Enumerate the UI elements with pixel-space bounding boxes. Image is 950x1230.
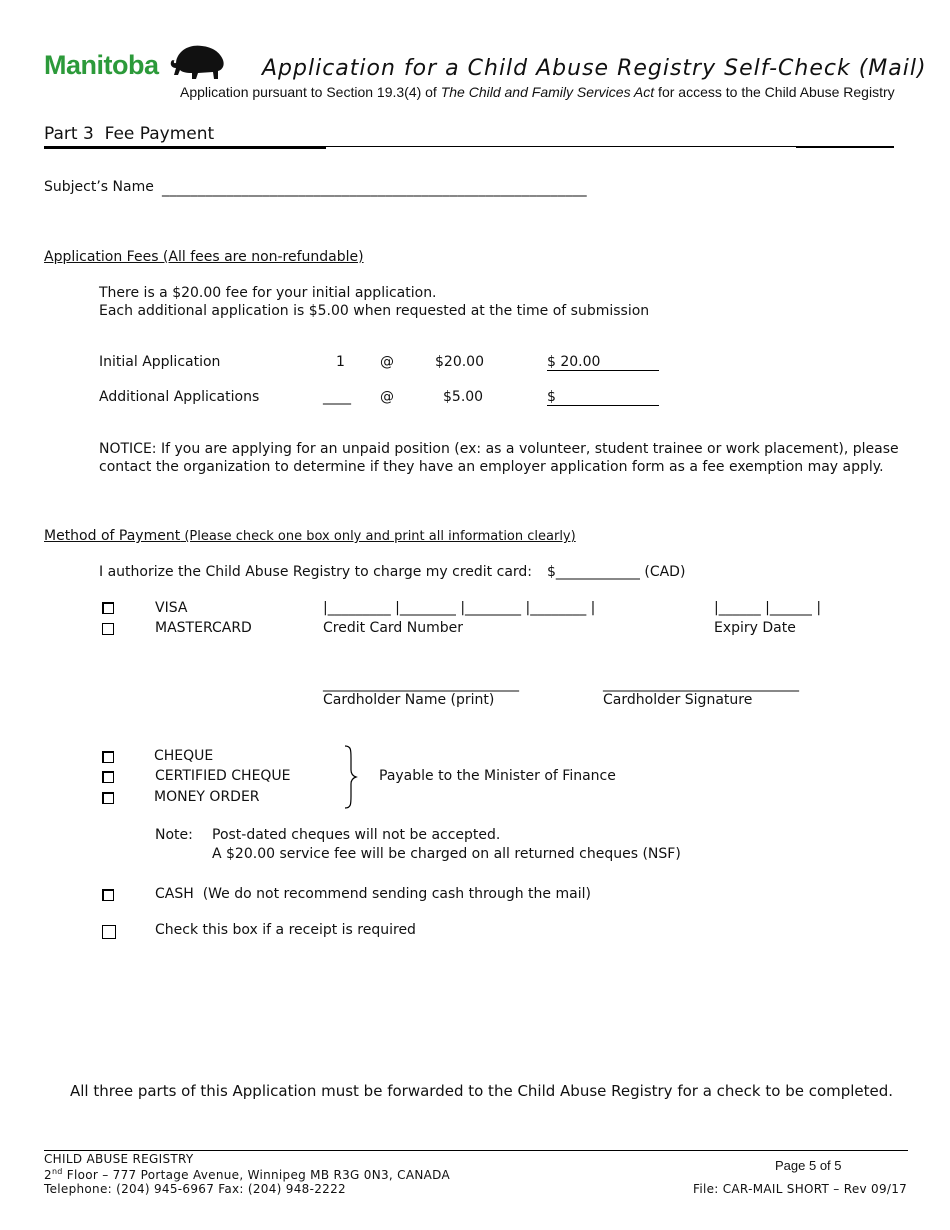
- fees-heading: Application Fees (All fees are non-refundable): [44, 249, 364, 265]
- subject-name-field[interactable]: ___________________________________________________________: [162, 181, 587, 197]
- authorize-text: I authorize the Child Abuse Registry to charge my credit card:: [99, 564, 533, 580]
- certified-cheque-label: CERTIFIED CHEQUE: [155, 768, 291, 784]
- manitoba-logo-text: Manitoba: [44, 50, 159, 80]
- note-line-2: A $20.00 service fee will be charged on all returned cheques (NSF): [212, 846, 681, 862]
- part-rule-thin: [326, 146, 796, 147]
- initial-application-total: $ 20.00: [547, 354, 601, 370]
- visa-checkbox[interactable]: [102, 602, 114, 614]
- note-line-1: Post-dated cheques will not be accepted.: [212, 827, 501, 843]
- cardholder-signature-field[interactable]: ____________________________: [603, 676, 799, 692]
- cheque-label: CHEQUE: [154, 748, 214, 764]
- file-revision: File: CAR-MAIL SHORT – Rev 09/17: [693, 1182, 908, 1196]
- cheque-checkbox[interactable]: [102, 751, 114, 763]
- payment-heading: Method of Payment (Please check one box only and print all information clearly): [44, 528, 576, 544]
- receipt-label: Check this box if a receipt is required: [155, 922, 416, 938]
- mastercard-label: MASTERCARD: [155, 620, 252, 636]
- brace-icon: [342, 744, 358, 810]
- form-title: Application for a Child Abuse Registry Self-Check (Mail): [262, 56, 927, 81]
- cardholder-name-label: Cardholder Name (print): [323, 692, 495, 708]
- initial-application-total-underline: [547, 370, 659, 371]
- footer-phone: Telephone: (204) 945-6967 Fax: (204) 948-2222: [44, 1182, 346, 1196]
- part-rule-thick: [44, 146, 326, 149]
- charge-amount-field[interactable]: $____________ (CAD): [547, 564, 686, 580]
- fees-line-1: There is a $20.00 fee for your initial application.: [99, 285, 437, 301]
- cash-label: CASH (We do not recommend sending cash through the mail): [155, 886, 591, 902]
- cardholder-name-field[interactable]: ____________________________: [323, 676, 519, 692]
- additional-applications-at: @: [380, 389, 394, 405]
- notice-line-1: NOTICE: If you are applying for an unpaid position (ex: as a volunteer, student trainee or work placement), please: [99, 441, 899, 457]
- additional-applications-total-field[interactable]: $: [547, 389, 556, 405]
- additional-applications-price: $5.00: [443, 389, 484, 405]
- closing-statement: All three parts of this Application must be forwarded to the Child Abuse Registry for a check to be completed.: [70, 1082, 894, 1100]
- initial-application-label: Initial Application: [99, 354, 221, 370]
- initial-application-price: $20.00: [435, 354, 484, 370]
- mastercard-checkbox[interactable]: [102, 623, 114, 635]
- expiry-date-label: Expiry Date: [714, 620, 796, 636]
- subject-name-label: Subject’s Name: [44, 179, 154, 195]
- cardholder-signature-label: Cardholder Signature: [603, 692, 753, 708]
- notice-line-2: contact the organization to determine if they have an employer application form as a fee exemption may apply.: [99, 459, 884, 475]
- page-number: Page 5 of 5: [775, 1158, 842, 1173]
- money-order-checkbox[interactable]: [102, 792, 114, 804]
- additional-applications-total-underline: [547, 405, 659, 406]
- expiry-date-field[interactable]: |______ |______ |: [714, 600, 822, 616]
- credit-card-number-label: Credit Card Number: [323, 620, 463, 636]
- receipt-checkbox[interactable]: [102, 925, 116, 939]
- additional-applications-label: Additional Applications: [99, 389, 260, 405]
- fees-line-2: Each additional application is $5.00 when requested at the time of submission: [99, 303, 650, 319]
- footer-address: 2nd Floor – 777 Portage Avenue, Winnipeg MB R3G 0N3, CANADA: [44, 1167, 450, 1182]
- form-subtitle: Application pursuant to Section 19.3(4) of The Child and Family Services Act for access to the Child Abuse Registry: [180, 84, 895, 100]
- credit-card-number-field[interactable]: |_________ |________ |________ |________ |: [323, 600, 596, 616]
- part-heading: Part 3 Fee Payment: [44, 124, 215, 144]
- bison-logo-icon: [168, 42, 226, 82]
- footer-rule: [44, 1150, 908, 1151]
- payable-to-text: Payable to the Minister of Finance: [379, 768, 616, 784]
- initial-application-qty: 1: [336, 354, 345, 370]
- certified-cheque-checkbox[interactable]: [102, 771, 114, 783]
- additional-applications-qty-field[interactable]: ____: [323, 389, 351, 405]
- visa-label: VISA: [155, 600, 188, 616]
- cash-checkbox[interactable]: [102, 889, 114, 901]
- footer-org: CHILD ABUSE REGISTRY: [44, 1152, 194, 1166]
- money-order-label: MONEY ORDER: [154, 789, 260, 805]
- initial-application-at: @: [380, 354, 394, 370]
- note-label: Note:: [155, 827, 193, 843]
- part-rule-end: [796, 146, 894, 148]
